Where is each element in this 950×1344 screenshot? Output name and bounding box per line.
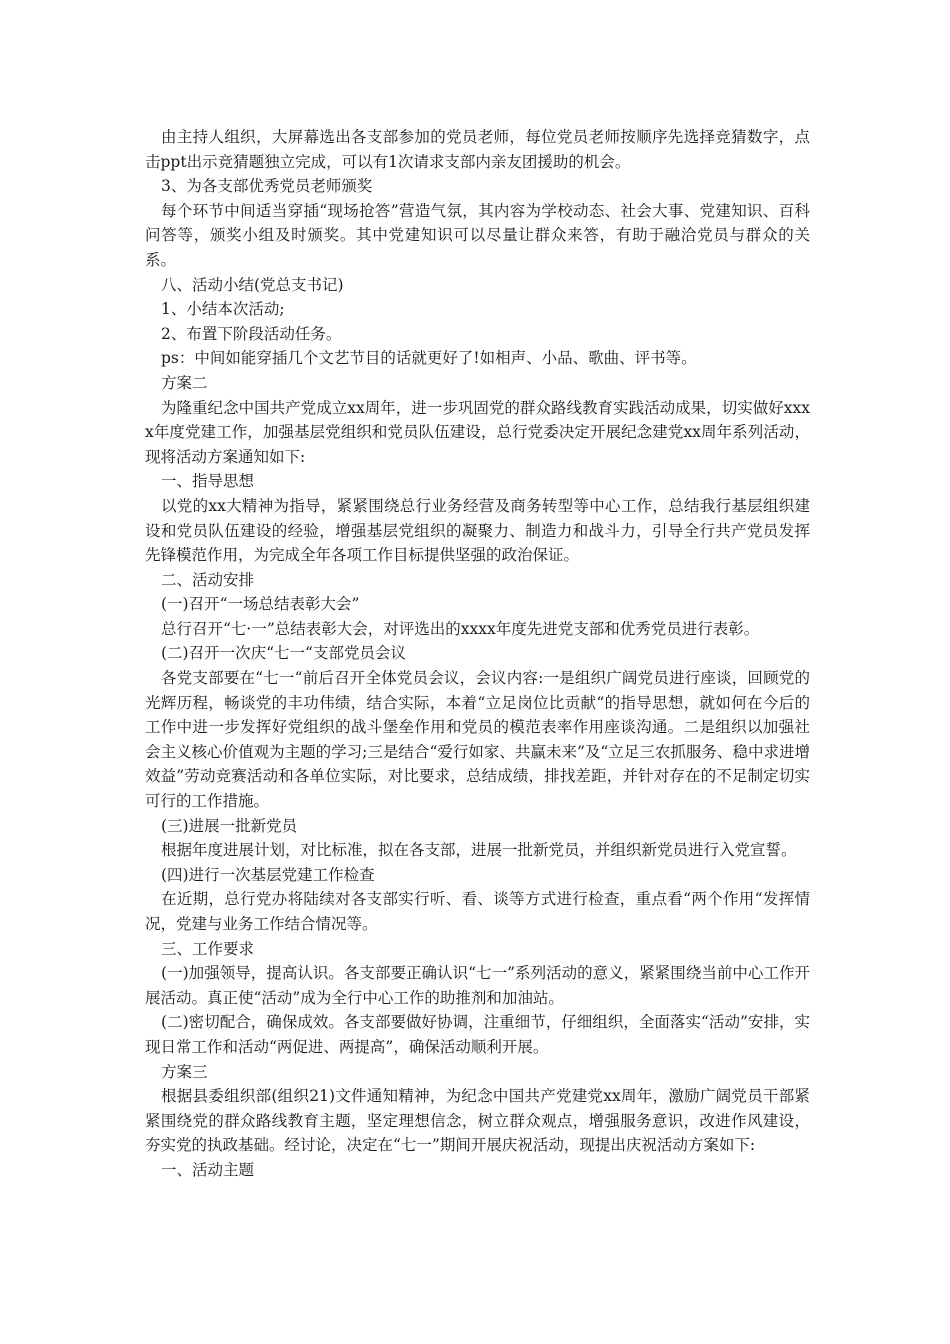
paragraph-arrangement-text-3: 根据年度进展计划，对比标准，拟在各支部，进展一批新党员，并组织新党员进行入党宣誓。 <box>161 841 797 860</box>
paragraph-arrangement-item-2: (二)召开一次庆“七一“支部党员会议 <box>161 644 406 663</box>
paragraph-arrangement-text-4: 在近期，总行党办将陆续对各支部实行听、看、谈等方式进行检查，重点看“两个作用“发挥情况，党建与业务工作结合情况等。 <box>145 890 810 933</box>
paragraph-plan-three-intro: 根据县委组织部(组织21)文件通知精神，为纪念中国共产党建党xx周年，激励广阔党员干部紧紧围绕党的群众路线教育主题，坚定理想信念，树立群众观点，增强服务意识，改进作风建设，夯实党的执政基础。经讨论，决定在“七一”期间开展庆祝活动，现提出庆祝活动方案如下: <box>145 1087 810 1155</box>
paragraph-summary-item-2: 2、布置下阶段活动任务。 <box>161 324 342 343</box>
paragraph-quiz-rules: 由主持人组织，大屏幕选出各支部参加的党员老师，每位党员老师按顺序先选择竞猜数字，点击ppt出示竞猜题独立完成，可以有1次请求支部内亲友团援助的机会。 <box>145 128 810 171</box>
paragraph-summary-item-1: 1、小结本次活动; <box>161 300 285 319</box>
paragraph-arrangement-item-1: (一)召开“一场总结表彰大会” <box>161 595 360 614</box>
paragraph-arrangement-item-4: (四)进行一次基层党建工作检查 <box>161 865 375 884</box>
paragraph-requirements-heading: 三、工作要求 <box>161 939 255 958</box>
paragraph-requirement-2: (二)密切配合，确保成效。各支部要做好协调，注重细节，仔细组织，全面落实“活动”安排，实现日常工作和活动“两促进、两提高”，确保活动顺利开展。 <box>145 1013 810 1056</box>
paragraph-plan-three-title: 方案三 <box>161 1062 208 1081</box>
paragraph-arrangement-text-2: 各党支部要在“七一“前后召开全体党员会议，会议内容:一是组织广阔党员进行座谈，回顾党的光辉历程，畅谈党的丰功伟绩，结合实际，本着“立足岗位比贡献“的指导思想，就如何在今后的工作中进一步发挥好党组织的战斗堡垒作用和党员的模范表率作用座谈沟通。二是组织以加强社会主义核心价值观为主题的学习;三是结合“爱行如家、共赢未来”及“立足三农抓服务、稳中求进增效益”劳动竞赛活动和各单位实际，对比要求，总结成绩，排找差距，并针对存在的不足制定切实可行的工作措施。 <box>145 669 810 811</box>
paragraph-requirement-1: (一)加强领导，提高认识。各支部要正确认识“七一”系列活动的意义，紧紧围绕当前中心工作开展活动。真正使“活动”成为全行中心工作的助推剂和加油站。 <box>145 964 810 1007</box>
paragraph-theme-heading: 一、活动主题 <box>161 1160 255 1179</box>
document-body <box>145 125 810 1183</box>
paragraph-arrangement-text-1: 总行召开“七·一”总结表彰大会，对评选出的xxxx年度先进党支部和优秀党员进行表彰。 <box>161 619 760 638</box>
paragraph-plan-two-title: 方案二 <box>161 373 208 392</box>
paragraph-quick-answer: 每个环节中间适当穿插“现场抢答”营造气氛，其内容为学校动态、社会大事、党建知识、百科问答等，颁奖小组及时颁奖。其中党建知识可以尽量让群众来答，有助于融洽党员与群众的关系。 <box>145 201 810 269</box>
paragraph-guiding-text: 以党的xx大精神为指导，紧紧围绕总行业务经营及商务转型等中心工作，总结我行基层组织建设和党员队伍建设的经验，增强基层党组织的凝聚力、制造力和战斗力，引导全行共产党员发挥先锋模范作用，为完成全年各项工作目标提供坚强的政治保证。 <box>145 496 810 565</box>
paragraph-summary-heading: 八、活动小结(党总支书记) <box>161 275 344 294</box>
paragraph-ps-note: ps：中间如能穿插几个文艺节目的话就更好了!如相声、小品、歌曲、评书等。 <box>161 349 697 368</box>
paragraph-arrangement-heading: 二、活动安排 <box>161 570 255 589</box>
paragraph-arrangement-item-3: (三)进展一批新党员 <box>161 816 298 835</box>
paragraph-plan-two-intro: 为隆重纪念中国共产党成立xx周年，进一步巩固党的群众路线教育实践活动成果，切实做好xxxx年度党建工作，加强基层党组织和党员队伍建设，总行党委决定开展纪念建党xx周年系列活动，现将活动方案通知如下: <box>145 398 810 466</box>
paragraph-guiding-heading: 一、指导思想 <box>161 472 255 491</box>
paragraph-award-heading: 3、为各支部优秀党员老师颁奖 <box>161 177 373 196</box>
